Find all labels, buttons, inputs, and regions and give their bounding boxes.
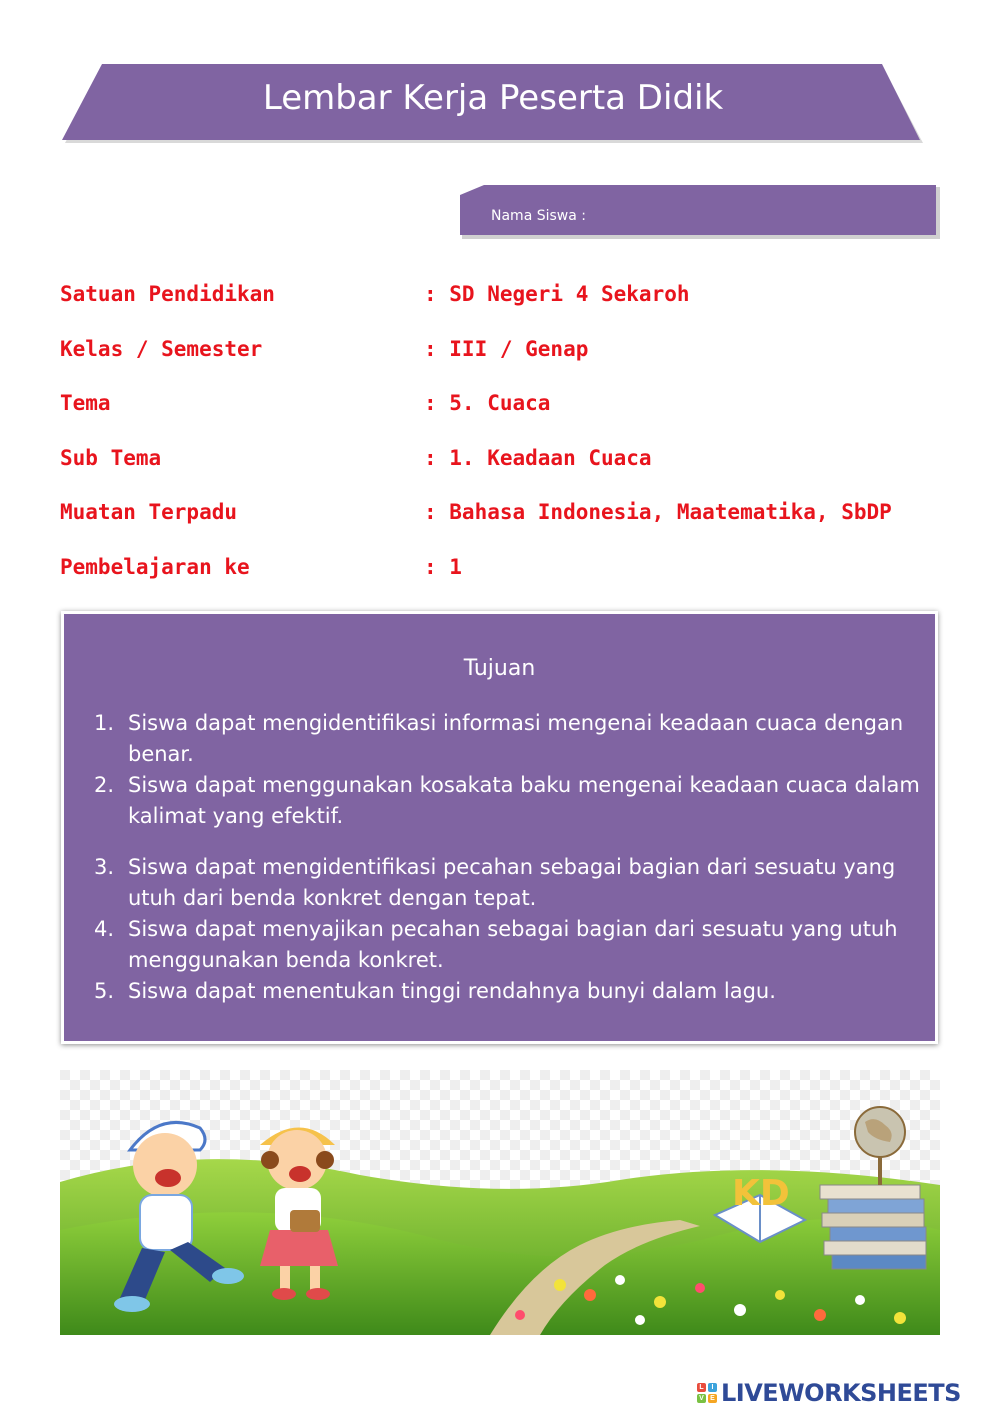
logo-letter: I bbox=[708, 1383, 717, 1392]
goal-text: Siswa dapat menentukan tinggi rendahnya bunyi dalam lagu. bbox=[128, 979, 776, 1003]
liveworksheets-logo bbox=[697, 1376, 961, 1410]
book-letters: KD bbox=[732, 1173, 790, 1214]
info-label: Kelas / Semester bbox=[60, 336, 263, 361]
info-label: Tema bbox=[60, 391, 111, 416]
logo-letter: V bbox=[697, 1394, 706, 1403]
goal-text: Siswa dapat mengidentifikasi pecahan sebagai bagian dari sesuatu yang utuh dari benda konkret dengan tepat. bbox=[128, 855, 896, 910]
student-name-banner bbox=[458, 183, 942, 241]
info-row-class bbox=[60, 333, 960, 388]
student-name-label: Nama Siswa : bbox=[491, 208, 586, 224]
info-row-school bbox=[60, 278, 960, 333]
goal-text: Siswa dapat mengidentifikasi informasi mengenai keadaan cuaca dengan benar. bbox=[128, 711, 904, 766]
goal-number: 5. bbox=[94, 979, 115, 1003]
info-value: : 1 bbox=[424, 554, 462, 579]
goal-number: 2. bbox=[94, 773, 115, 797]
page-title: Lembar Kerja Peserta Didik bbox=[262, 78, 724, 118]
goal-item bbox=[94, 914, 926, 976]
goal-item bbox=[94, 852, 926, 914]
info-value: : SD Negeri 4 Sekaroh bbox=[424, 282, 690, 306]
info-row-subjects bbox=[60, 496, 960, 551]
info-value: : 5. Cuaca bbox=[424, 391, 551, 416]
learning-goals-box bbox=[61, 611, 938, 1044]
info-value: : III / Genap bbox=[424, 336, 589, 361]
goals-title: Tujuan bbox=[463, 656, 536, 681]
info-row-theme bbox=[60, 387, 960, 442]
info-label: Sub Tema bbox=[60, 445, 162, 470]
meadow-scene bbox=[60, 1070, 940, 1335]
identity-table bbox=[60, 278, 960, 606]
logo-mark-icon bbox=[697, 1383, 717, 1403]
logo-letter: L bbox=[697, 1383, 706, 1392]
goal-item bbox=[94, 708, 926, 770]
goal-number: 3. bbox=[94, 855, 115, 879]
info-value: : Bahasa Indonesia, Maatematika, SbDP bbox=[424, 500, 892, 525]
children-meadow-illustration bbox=[60, 1070, 940, 1335]
goal-item bbox=[94, 976, 926, 1007]
info-label: Muatan Terpadu bbox=[60, 500, 238, 525]
logo-text: LIVEWORKSHEETS bbox=[721, 1379, 961, 1407]
goal-text: Siswa dapat menyajikan pecahan sebagai bagian dari sesuatu yang utuh menggunakan benda konkret. bbox=[128, 917, 898, 972]
info-row-subtheme bbox=[60, 442, 960, 497]
logo-letter: E bbox=[708, 1394, 717, 1403]
goal-number: 4. bbox=[94, 917, 115, 941]
info-label: Satuan Pendidikan bbox=[60, 282, 275, 306]
info-value: : 1. Keadaan Cuaca bbox=[424, 445, 652, 470]
info-row-lesson bbox=[60, 551, 960, 606]
info-label: Pembelajaran ke bbox=[60, 554, 250, 579]
goals-list bbox=[94, 708, 926, 1007]
title-banner bbox=[62, 64, 924, 144]
goal-number: 1. bbox=[94, 711, 115, 735]
goal-item bbox=[94, 770, 926, 832]
goal-text: Siswa dapat menggunakan kosakata baku mengenai keadaan cuaca dalam kalimat yang efektif. bbox=[128, 773, 920, 828]
